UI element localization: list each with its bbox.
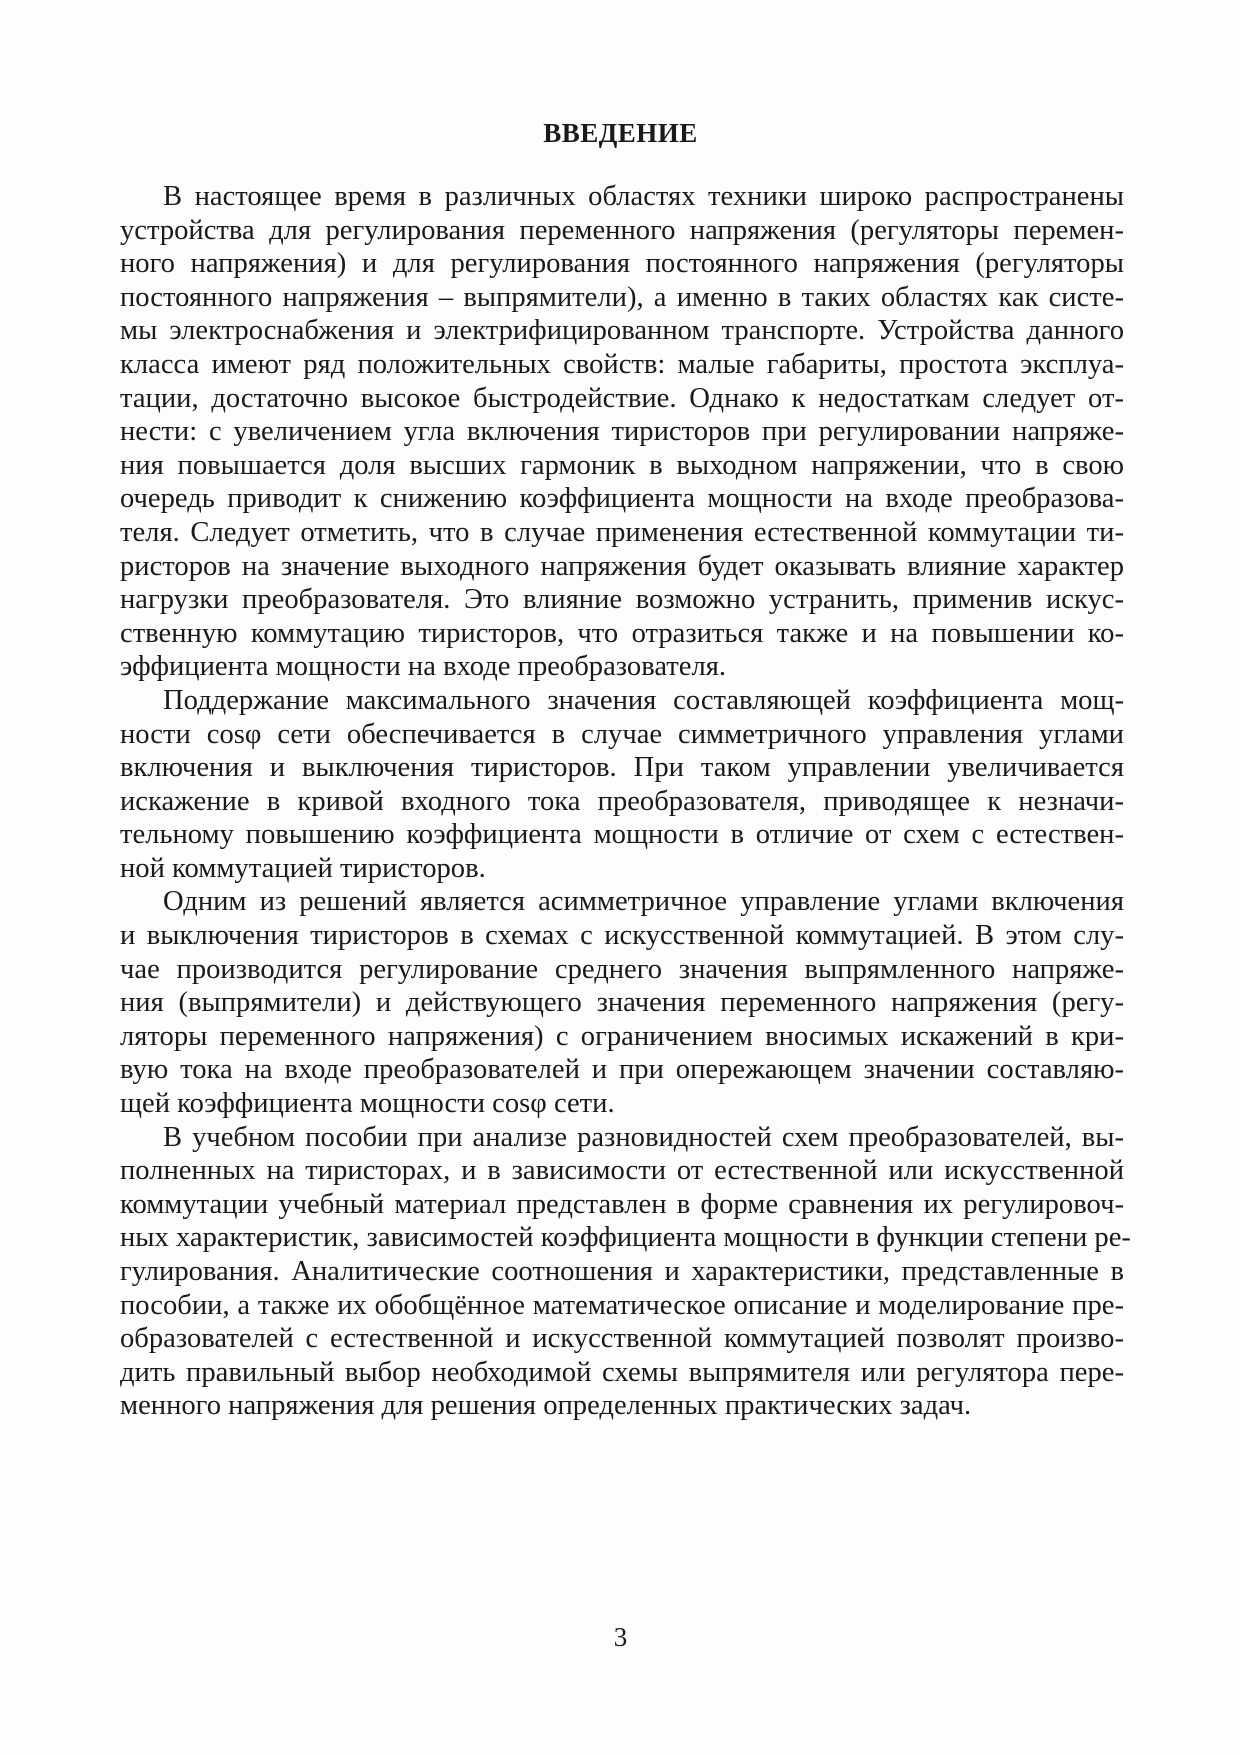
text-line: гулирования. Аналитические соотношения и характеристики, представленные в [120,1256,1124,1287]
text-line: включения и выключения тиристоров. При таком управлении увеличивается [120,752,1124,784]
text-line: очередь приводит к снижению коэффициента мощности на входе преобразова- [120,483,1124,515]
text-line: ляторы переменного напряжения) с ограничением вносимых искажений в кри- [120,1020,1124,1052]
body-text [120,180,1131,1423]
text-line: пособии, а также их обобщённое математическое описание и моделирование пре- [120,1289,1124,1321]
text-line: тации, достаточно высокое быстродействие. Однако к недостаткам следует от- [120,382,1124,414]
text-line: тельному повышению коэффициента мощности в отличие от схем с естествен- [120,819,1124,851]
text-line: и выключения тиристоров в схемах с искусственной коммутацией. В этом слу- [120,920,1124,952]
text-line: нести: с увеличением угла включения тиристоров при регулировании напряже- [120,416,1124,448]
text-line: мы электроснабжения и электрифицированном транспорте. Устройства данного [120,315,1124,347]
text-line: класса имеют ряд положительных свойств: малые габариты, простота эксплуа- [120,348,1124,380]
text-line: Одним из решений является асимметричное управление углами включения [163,886,1124,918]
text-line: дить правильный выбор необходимой схемы выпрямителя или регулятора пере- [120,1356,1124,1388]
text-line: ния повышается доля высших гармоник в выходном напряжении, что в свою [120,449,1124,481]
text-line: теля. Следует отметить, что в случае применения естественной коммутации ти- [120,516,1124,548]
text-line: щей коэффициента мощности cosφ сети. [120,1088,615,1120]
paragraph [120,180,1124,684]
text-line: ного напряжения) и для регулирования постоянного напряжения (регуляторы [120,248,1124,280]
paragraph [120,885,1124,1120]
text-line: ристоров на значение выходного напряжения будет оказывать влияние характер [120,550,1124,582]
text-line: эффициента мощности на входе преобразователя. [120,651,727,683]
text-line: В настоящее время в различных областях техники широко распространены [163,181,1124,212]
text-line: ных характеристик, зависимостей коэффициента мощности в функции степени ре- [120,1222,1131,1254]
page-number: 3 [613,1622,628,1652]
text-line: постоянного напряжения – выпрямители), а именно в таких областях как систе- [120,281,1124,313]
text-line: чае производится регулирование среднего значения выпрямленного напряже- [120,953,1124,985]
text-line: В учебном пособии при анализе разновидностей схем преобразователей, вы- [163,1121,1124,1153]
text-line: ной коммутацией тиристоров. [120,852,486,884]
page-title: ВВЕДЕНИЕ [543,118,698,148]
text-line: ния (выпрямители) и действующего значения переменного напряжения (регу- [120,987,1124,1019]
text-line: коммутации учебный материал представлен в форме сравнения их регулировоч- [120,1188,1124,1220]
text-line: устройства для регулирования переменного напряжения (регуляторы перемен- [120,214,1124,246]
text-line: ственную коммутацию тиристоров, что отразиться также и на повышении ко- [120,617,1124,649]
text-line: нагрузки преобразователя. Это влияние возможно устранить, применив искус- [120,584,1124,616]
paragraph [120,1121,1131,1423]
paragraph [120,684,1124,886]
text-line: искажение в кривой входного тока преобразователя, приводящее к незначи- [120,785,1124,817]
text-line: полненных на тиристорах, и в зависимости от естественной или искусственной [120,1155,1124,1187]
text-line: ности cosφ сети обеспечивается в случае симметричного управления углами [120,718,1124,750]
text-line: образователей с естественной и искусственной коммутацией позволят произво- [120,1323,1124,1355]
text-line: менного напряжения для решения определенных практических задач. [120,1390,972,1422]
text-line: вую тока на входе преобразователей и при опережающем значении составляю- [120,1054,1124,1086]
text-line: Поддержание максимального значения составляющей коэффициента мощ- [163,684,1124,716]
